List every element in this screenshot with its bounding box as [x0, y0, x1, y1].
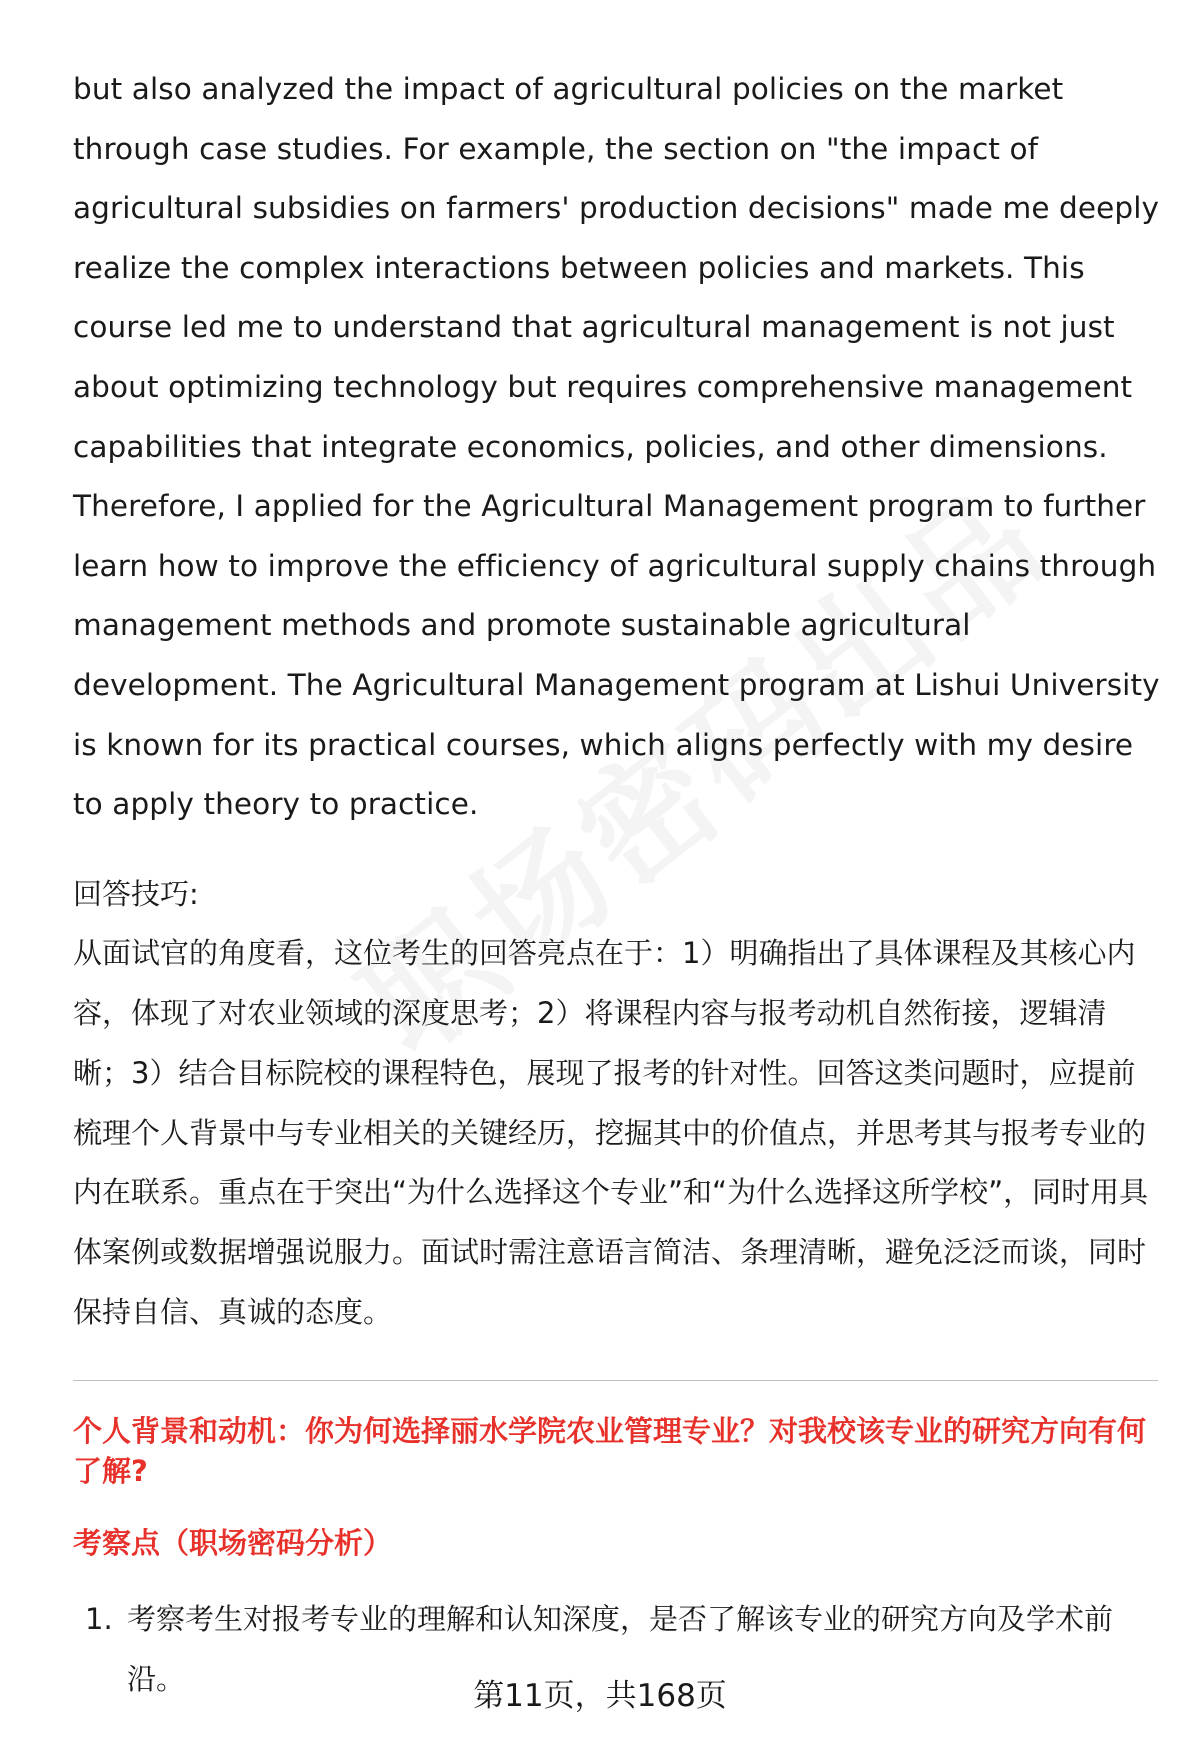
section-divider: [73, 1380, 1158, 1381]
page-content: [73, 60, 1163, 1709]
list-item-text: 考察考生对报考专业的理解和认知深度，是否了解该专业的研究方向及学术前沿。: [127, 1602, 1114, 1697]
list-item-number: 1.: [85, 1602, 113, 1637]
tips-title: 回答技巧:: [73, 876, 199, 911]
question-heading: 个人背景和动机：你为何选择丽水学院农业管理专业？对我校该专业的研究方向有何了解?: [73, 1414, 1147, 1489]
assessment-points-heading: 考察点（职场密码分析）: [73, 1526, 393, 1561]
tips-paragraph: 从面试官的角度看，这位考生的回答亮点在于：1）明确指出了具体课程及其核心内容，体现了对农业领域的深度思考；2）将课程内容与报考动机自然衔接，逻辑清晰；3）结合目标院校的课程特色，展现了报考的针对性。回答这类问题时，应提前梳理个人背景中与专业相关的关键经历，挖掘其中的价值点，并思考其与报考专业的内在联系。重点在于突出“为什么选择这个专业”和“为什么选择这所学校”，同时用具体案例或数据增强说服力。面试时需注意语言简洁、条理清晰，避免泛泛而谈，同时保持自信、真诚的态度。: [73, 936, 1149, 1329]
page-number: 第11页，共168页: [473, 1678, 727, 1714]
english-answer-paragraph: but also analyzed the impact of agricultural policies on the market through case studies. For example, the section on "the impact of agricultural subsidies on farmers' production decisions" made me deeply realize the complex interactions between policies and markets. This course led me to understand that agricultural management is not just about optimizing technology but requires comprehensive management capabilities that integrate economics, policies, and other dimensions. Therefore, I applied for the Agricultural Management program to further learn how to improve the efficiency of agricultural supply chains through management methods and promote sustainable agricultural development. The Agricultural Management program at Lishui University is known for its practical courses, which aligns perfectly with my desire to apply theory to practice.: [73, 72, 1160, 822]
